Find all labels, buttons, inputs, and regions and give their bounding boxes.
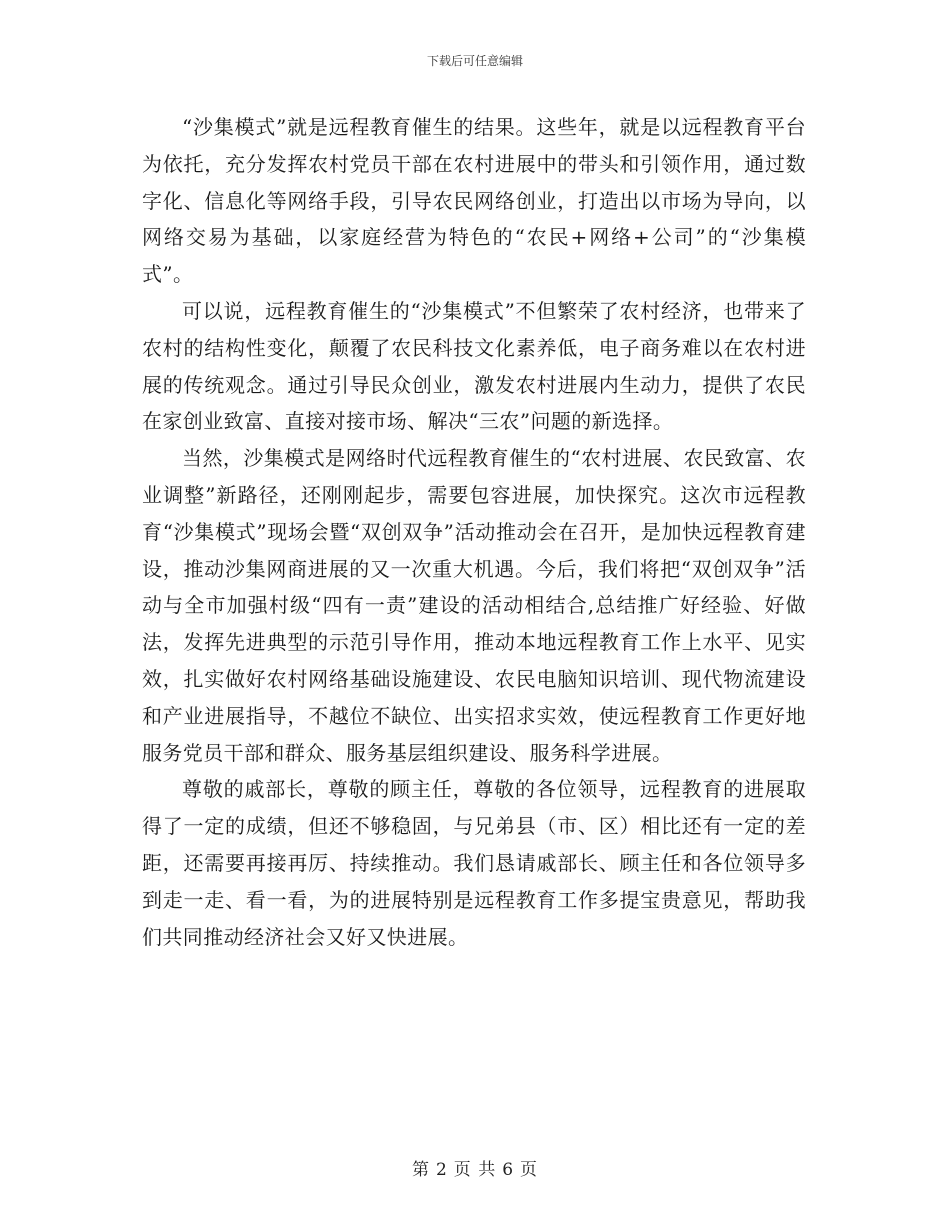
paragraph-1: “沙集模式”就是远程教育催生的结果。这些年，就是以远程教育平台为依托，充分发挥农村党员干部在农村进展中的带头和引领作用，通过数字化、信息化等网络手段，引导农民网络创业，打造出以市场为导向，以网络交易为基础，以家庭经营为特色的“农民+网络+公司”的“沙集模式”。	[142, 115, 806, 287]
page-footer	[0, 1155, 950, 1180]
document-body	[142, 109, 806, 955]
paragraph-3: 当然，沙集模式是网络时代远程教育催生的“农村进展、农民致富、农业调整”新路径，还刚刚起步，需要包容进展，加快探究。这次市远程教育“沙集模式”现场会暨“双创双争”活动推动会在召开，是加快远程教育建设，推动沙集网商进展的又一次重大机遇。今后，我们将把“双创双争”活动与全市加强村级“四有一责”建设的活动相结合,总结推广好经验、好做法，发挥先进典型的示范引导作用，推动本地远程教育工作上水平、见实效，扎实做好农村网络基础设施建设、农民电脑知识培训、现代物流建设和产业进展指导，不越位不缺位、出实招求实效，使远程教育工作更好地服务党员干部和群众、服务基层组织建设、服务科学进展。	[142, 446, 806, 765]
footer-page-total: 6	[502, 1160, 515, 1180]
footer-middle: 页 共	[453, 1160, 497, 1180]
paragraph-4: 尊敬的戚部长，尊敬的顾主任，尊敬的各位领导，远程教育的进展取得了一定的成绩，但还不够稳固，与兄弟县（市、区）相比还有一定的差距，还需要再接再厉、持续推动。我们恳请戚部长、顾主任和各位领导多到走一走、看一看，为的进展特别是远程教育工作多提宝贵意见，帮助我们共同推动经济社会又好又快进展。	[142, 777, 806, 949]
header-note: 下载后可任意编辑	[426, 54, 523, 68]
footer-prefix: 第	[411, 1160, 430, 1180]
footer-suffix: 页	[520, 1160, 539, 1180]
footer-page-current: 2	[435, 1160, 448, 1180]
paragraph-2: 可以说，远程教育催生的“沙集模式”不但繁荣了农村经济，也带来了农村的结构性变化，颠覆了农民科技文化素养低，电子商务难以在农村进展的传统观念。通过引导民众创业，激发农村进展内生动力，提供了农民在家创业致富、直接对接市场、解决“三农”问题的新选择。	[142, 298, 806, 434]
